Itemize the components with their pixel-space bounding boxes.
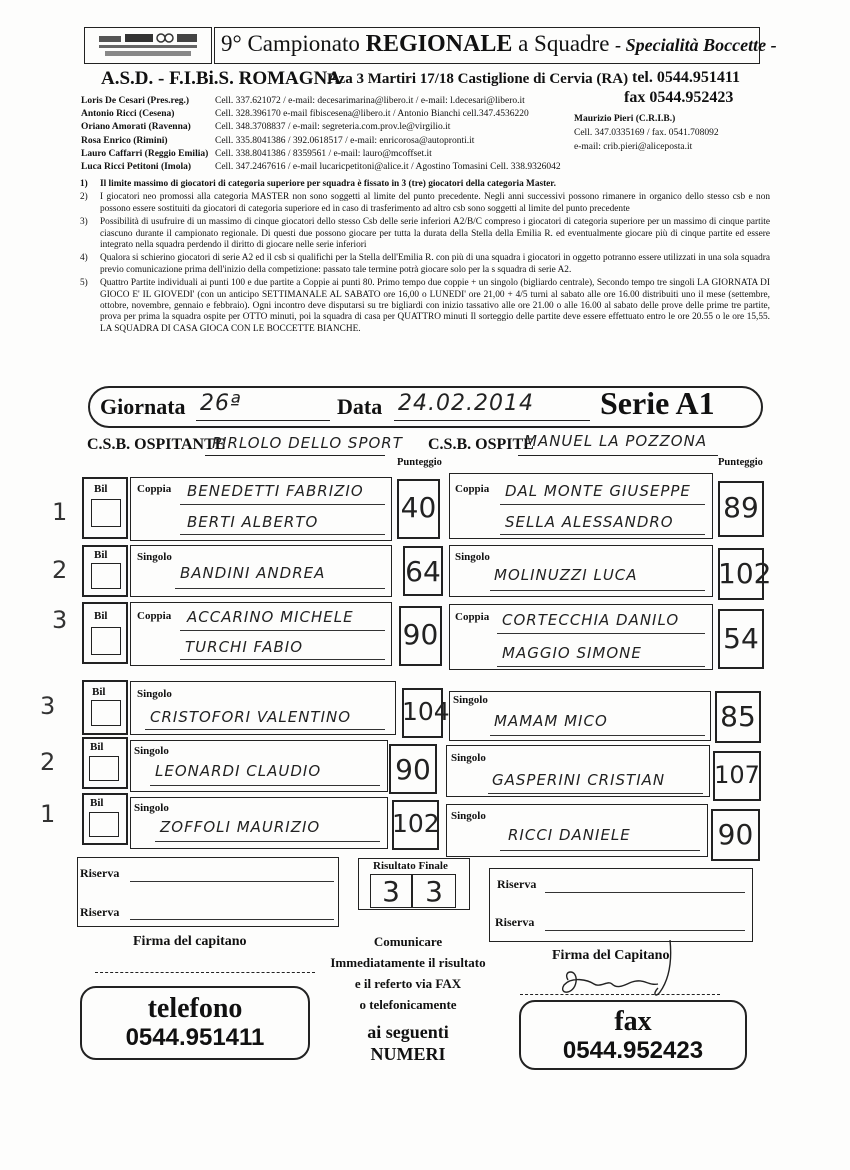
contact-info: Cell. 335.8041386 / 392.0618517 / e-mail: enricorosa@autopronti.it bbox=[215, 136, 475, 146]
rule-item bbox=[80, 192, 770, 215]
away-player-name: MAGGIO SIMONE bbox=[502, 644, 642, 662]
contact-info: Cell. 348.3708837 / e-mail: segreteria.com.prov.le@virgilio.it bbox=[215, 122, 451, 132]
fax-label: fax bbox=[614, 1006, 652, 1037]
game-margin-number: 2 bbox=[40, 748, 56, 776]
association-address: P.za 3 Martiri 17/18 Castiglione di Cervia (RA) bbox=[327, 71, 629, 87]
rule-number: 1) bbox=[80, 179, 88, 189]
crib-contact bbox=[574, 112, 719, 154]
home-player-name: BANDINI ANDREA bbox=[180, 564, 326, 582]
bil-label: Bil bbox=[90, 797, 104, 809]
telefono-label: telefono bbox=[147, 993, 243, 1024]
rule-text: Possibilità di usufruire di un massimo di cinque giocatori dello stesso Csb delle serie inferiori A2/B/C compreso i giocatori di categoria superiore per un massimo di cinque partite ciascuno durante il campionato regionale. Di questi due possono giocare per tutta la durata della Stella della Emilia R. ed eventualmente giocare più di cinque partite ed essere integrato nella squadra perdendo il diritto di giocare nelle serie inferiori bbox=[100, 217, 770, 251]
telefono-box bbox=[80, 986, 310, 1060]
contact-name: Lauro Caffarri (Reggio Emilia) bbox=[81, 149, 209, 159]
contact-name: Oriano Amorati (Ravenna) bbox=[81, 122, 191, 132]
guest-club-label: C.S.B. OSPITE bbox=[428, 436, 534, 453]
rule-text: I giocatori neo promossi alla categoria MASTER non sono soggetti al limite del punto precedente. Negli anni successivi possono rimanere in organico dello stesso csb e non possono essere sostituiti da giocatori di categoria superiore ed in caso di trasferimento ad altro csb sono soggetti al limite del punto precedente bbox=[100, 192, 770, 214]
game-margin-number: 1 bbox=[40, 800, 56, 828]
name-underline bbox=[490, 735, 705, 736]
away-score: 102 bbox=[718, 557, 772, 590]
title-speciality: - Specialità Boccette - bbox=[615, 35, 777, 55]
giornata-value: 26ª bbox=[200, 391, 242, 416]
bil-label: Bil bbox=[94, 483, 108, 495]
away-signature-line bbox=[520, 994, 720, 995]
bil-number-field bbox=[91, 627, 121, 655]
home-score: 90 bbox=[395, 753, 431, 786]
name-underline bbox=[180, 630, 385, 631]
crib-phones: Cell. 347.0335169 / fax. 0541.708092 bbox=[574, 128, 719, 138]
fax-box bbox=[519, 1000, 747, 1070]
championship-title bbox=[214, 27, 777, 64]
name-underline bbox=[180, 534, 385, 535]
home-reserve-label: Riserva bbox=[80, 866, 120, 880]
contact-name: Luca Ricci Petitoni (Imola) bbox=[81, 162, 192, 172]
contact-name: Antonio Ricci (Cesena) bbox=[81, 109, 175, 119]
home-player-name: BERTI ALBERTO bbox=[187, 513, 319, 531]
crib-email: e-mail: crib.pieri@aliceposta.it bbox=[574, 142, 693, 152]
game-type-label: Singolo bbox=[134, 745, 169, 757]
result-home: 3 bbox=[382, 875, 400, 908]
rule-text: Qualora si schierino giocatori di serie A2 ed il csb si qualifichi per la Stella dell'Emilia R. con più di una squadra i giocatori in oggetto potranno essere utilizzati in una sola squadra previo comunicazione prima dell'inizio della competizione: passato tale termine potrà giocare solo per la s squadra di serie A2. bbox=[100, 253, 770, 275]
game-type-label: Singolo bbox=[451, 752, 486, 764]
comm-line-big: NUMERI bbox=[370, 1044, 446, 1064]
title-bold: REGIONALE bbox=[365, 31, 513, 57]
bil-label: Bil bbox=[94, 549, 108, 561]
communication-notice bbox=[318, 931, 498, 1065]
home-player-name: BENEDETTI FABRIZIO bbox=[187, 482, 364, 500]
away-player-name: CORTECCHIA DANILO bbox=[502, 611, 680, 629]
away-player-name: DAL MONTE GIUSEPPE bbox=[505, 482, 691, 500]
contact-info: Cell. 337.621072 / e-mail: decesarimarina@libero.it / e-mail: l.decesari@libero.it bbox=[215, 96, 525, 106]
points-label-away: Punteggio bbox=[718, 457, 763, 468]
rule-text: Il limite massimo di giocatori di categoria superiore per squadra è fissato in 3 (tre) giocatori della categoria Master. bbox=[100, 179, 556, 189]
name-underline bbox=[497, 633, 705, 634]
rule-number: 5) bbox=[80, 278, 88, 289]
host-club-value: PIRLOLO DELLO SPORT bbox=[212, 434, 403, 452]
home-score: 90 bbox=[402, 618, 439, 651]
home-player-name: TURCHI FABIO bbox=[185, 638, 304, 656]
game-type-label: Coppia bbox=[455, 611, 490, 623]
away-score: 54 bbox=[723, 622, 759, 655]
away-player-name: GASPERINI CRISTIAN bbox=[492, 771, 666, 789]
away-player-name: MAMAM MICO bbox=[494, 712, 608, 730]
name-underline bbox=[500, 534, 705, 535]
game-type-label: Singolo bbox=[455, 551, 490, 563]
away-score: 85 bbox=[720, 700, 756, 733]
points-label-home: Punteggio bbox=[397, 457, 442, 468]
game-type-label: Coppia bbox=[137, 483, 172, 495]
name-underline bbox=[175, 588, 385, 589]
bil-label: Bil bbox=[94, 610, 108, 622]
rule-number: 4) bbox=[80, 253, 88, 264]
contact-info: Cell. 347.2467616 / e-mail lucaricpetitoni@alice.it / Agostino Tomasini Cell. 338.9326042 bbox=[215, 162, 561, 172]
name-underline bbox=[150, 785, 380, 786]
name-underline bbox=[490, 590, 705, 591]
game-margin-number: 3 bbox=[40, 692, 56, 720]
guest-club-value: MANUEL LA POZZONA bbox=[524, 432, 708, 450]
fibis-logo-graphic bbox=[85, 28, 210, 62]
crib-name: Maurizio Pieri (C.R.I.B.) bbox=[574, 114, 676, 124]
game-type-label: Singolo bbox=[137, 688, 172, 700]
result-away: 3 bbox=[425, 875, 443, 908]
serie-label: Serie A1 bbox=[600, 385, 715, 421]
host-club-underline bbox=[205, 455, 385, 456]
game-margin-number: 3 bbox=[52, 606, 68, 634]
home-player-name: ACCARINO MICHELE bbox=[187, 608, 354, 626]
rule-item bbox=[80, 217, 770, 251]
reserve-line bbox=[130, 919, 334, 920]
away-reserve-label-2: Riserva bbox=[495, 915, 535, 929]
home-signature-line bbox=[95, 972, 315, 973]
name-underline bbox=[155, 841, 380, 842]
away-player-name: RICCI DANIELE bbox=[508, 826, 631, 844]
name-underline bbox=[497, 666, 705, 667]
away-score: 107 bbox=[714, 761, 760, 789]
comm-line: Immediatamente il risultato bbox=[330, 955, 486, 970]
home-player-name: ZOFFOLI MAURIZIO bbox=[160, 818, 321, 836]
name-underline bbox=[488, 793, 703, 794]
home-player-name: LEONARDI CLAUDIO bbox=[155, 762, 322, 780]
home-score: 102 bbox=[392, 809, 440, 838]
rules-list bbox=[80, 179, 770, 337]
giornata-label: Giornata bbox=[100, 394, 186, 419]
name-underline bbox=[145, 729, 385, 730]
away-captain-signature-label: Firma del Capitano bbox=[552, 948, 670, 963]
reserve-line bbox=[545, 930, 745, 931]
comm-line: o telefonicamente bbox=[359, 997, 457, 1012]
reserve-line bbox=[545, 892, 745, 893]
rule-item bbox=[80, 179, 770, 190]
game-margin-number: 1 bbox=[52, 498, 68, 526]
bil-number-field bbox=[89, 756, 119, 781]
guest-club-underline bbox=[518, 455, 718, 456]
comm-line: Comunicare bbox=[373, 934, 443, 949]
bil-label: Bil bbox=[92, 686, 106, 698]
header-fax: fax 0544.952423 bbox=[624, 89, 734, 106]
home-player-name: CRISTOFORI VALENTINO bbox=[150, 708, 352, 726]
name-underline bbox=[500, 504, 705, 505]
header-tel: tel. 0544.951411 bbox=[632, 69, 740, 86]
rule-item bbox=[80, 253, 770, 276]
giornata-underline bbox=[196, 420, 330, 421]
fax-number: 0544.952423 bbox=[562, 1037, 704, 1064]
reserve-line bbox=[130, 881, 334, 882]
home-score: 64 bbox=[405, 555, 441, 588]
contact-name: Rosa Enrico (Rimini) bbox=[81, 136, 168, 146]
host-club-label: C.S.B. OSPITANTE bbox=[87, 436, 226, 453]
home-reserve-label-2: Riserva bbox=[80, 905, 120, 919]
game-type-label: Coppia bbox=[137, 610, 172, 622]
title-suffix: a Squadre bbox=[518, 31, 610, 56]
contact-info: Cell. 328.396170 e-mail fibiscesena@libero.it / Antonio Bianchi cell.347.4536220 bbox=[215, 109, 529, 119]
data-label: Data bbox=[337, 394, 383, 419]
final-result-label: Risultato Finale bbox=[373, 860, 448, 872]
away-score: 89 bbox=[723, 491, 759, 524]
bil-number-field bbox=[89, 812, 119, 837]
away-score: 90 bbox=[717, 818, 754, 851]
game-type-label: Singolo bbox=[453, 694, 488, 706]
name-underline bbox=[500, 850, 700, 851]
comm-line-big: ai seguenti bbox=[367, 1022, 449, 1042]
away-reserve-label: Riserva bbox=[497, 877, 537, 891]
telefono-number: 0544.951411 bbox=[125, 1024, 265, 1051]
bil-number-field bbox=[91, 700, 121, 726]
game-type-label: Coppia bbox=[455, 483, 490, 495]
data-value: 24.02.2014 bbox=[398, 391, 534, 416]
name-underline bbox=[180, 659, 385, 660]
game-type-label: Singolo bbox=[134, 802, 169, 814]
bil-number-field bbox=[91, 563, 121, 589]
name-underline bbox=[180, 504, 385, 505]
home-score: 104 bbox=[402, 697, 450, 726]
game-margin-number: 2 bbox=[52, 556, 68, 584]
bil-number-field bbox=[91, 499, 121, 527]
rule-number: 2) bbox=[80, 192, 88, 203]
rule-text: Quattro Partite individuali ai punti 100 e due partite a Coppie ai punti 80. Primo tempo due coppie + un singolo (bigliardo centrale), Secondo tempo tre singoli LA GIORNATA DI GIOCO E' IL GIOVEDI' (con un anticipo SETTIMANALE AL SABATO ore 16,00 o LUNEDI' ore 21,00 + 4/5 turni al sabato alle ore 16.00 distribuiti uno il mese (settembre, ottobre, novembre, gennaio e febbraio). Ogni incontro deve disputarsi su tre bigliardi con inizio tassativo alle ore 21.00 o alle 16.00 al sabato delle prove delle prime tre partite, prova per prima la squadra ospite per OTTO minuti, poi la squadra di casa per QUATTRO minuti Il sorteggio delle partite deve essere effettuato entro le ore 20.55 o le ore 15,55. LA SQUADRA DI CASA GIOCA CON LE BOCCETTE BIANCHE. bbox=[100, 278, 770, 334]
comm-line: e il referto via FAX bbox=[354, 976, 462, 991]
bil-label: Bil bbox=[90, 741, 104, 753]
away-player-name: MOLINUZZI LUCA bbox=[494, 566, 638, 584]
game-type-label: Singolo bbox=[451, 810, 486, 822]
title-prefix: 9° Campionato bbox=[221, 31, 360, 56]
association-name: A.S.D. - F.I.Bi.S. ROMAGNA bbox=[101, 68, 341, 89]
rule-item bbox=[80, 278, 770, 335]
away-player-name: SELLA ALESSANDRO bbox=[505, 513, 674, 531]
rule-number: 3) bbox=[80, 217, 88, 228]
contact-info: Cell. 338.8041386 / 8359561 / e-mail: lauro@mcoffset.it bbox=[215, 149, 432, 159]
contact-name: Loris De Cesari (Pres.reg.) bbox=[81, 96, 190, 106]
fibis-logo bbox=[84, 27, 212, 64]
data-underline bbox=[394, 420, 590, 421]
home-captain-signature-label: Firma del capitano bbox=[133, 934, 247, 949]
game-type-label: Singolo bbox=[137, 551, 172, 563]
home-score: 40 bbox=[400, 491, 437, 524]
